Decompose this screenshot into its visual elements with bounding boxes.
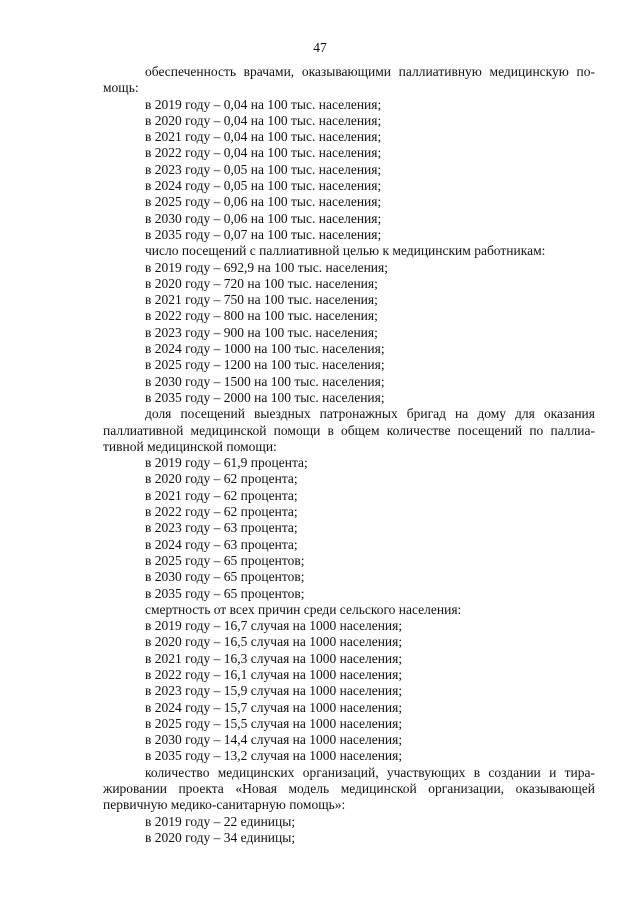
text-line: в 2024 году – 63 процента; xyxy=(145,536,298,552)
text-line: в 2024 году – 1000 на 100 тыс. населения; xyxy=(145,341,385,357)
text-line: в 2022 году – 62 процента; xyxy=(145,504,298,520)
text-line: в 2020 году – 720 на 100 тыс. населения; xyxy=(145,275,378,291)
text-line: в 2035 году – 65 процентов; xyxy=(145,585,305,601)
text-line: количество медицинских организаций, участвующих в создании и тира- xyxy=(145,764,595,780)
text-line: в 2021 году – 16,3 случая на 1000 населения; xyxy=(145,650,403,666)
text-line: в 2020 году – 0,04 на 100 тыс. населения; xyxy=(145,112,382,128)
text-line: доля посещений выездных патронажных бригад на дому для оказания xyxy=(145,406,595,422)
text-line: в 2019 году – 0,04 на 100 тыс. населения; xyxy=(145,96,382,112)
text-line: в 2024 году – 0,05 на 100 тыс. населения; xyxy=(145,178,382,194)
text-line: в 2020 году – 34 единицы; xyxy=(145,829,296,845)
text-line: мощь: xyxy=(103,80,139,96)
text-line: в 2021 году – 62 процента; xyxy=(145,487,298,503)
text-line: в 2025 году – 65 процентов; xyxy=(145,552,305,568)
text-line: паллиативной медицинской помощи в общем количестве посещений по паллиа- xyxy=(103,422,595,438)
text-line: в 2023 году – 63 процента; xyxy=(145,520,298,536)
text-line: тивной медицинской помощи: xyxy=(103,438,277,454)
text-line: в 2023 году – 15,9 случая на 1000 населения; xyxy=(145,683,403,699)
text-line: в 2022 году – 0,04 на 100 тыс. населения; xyxy=(145,145,382,161)
text-line: в 2023 году – 0,05 на 100 тыс. населения; xyxy=(145,161,382,177)
text-line: в 2019 году – 61,9 процента; xyxy=(145,455,308,471)
text-line: в 2025 году – 0,06 на 100 тыс. населения; xyxy=(145,194,382,210)
text-line: в 2035 году – 13,2 случая на 1000 населения; xyxy=(145,748,403,764)
text-line: в 2025 году – 1200 на 100 тыс. населения; xyxy=(145,357,385,373)
page-number: 47 xyxy=(313,40,327,55)
text-line: в 2024 году – 15,7 случая на 1000 населения; xyxy=(145,699,403,715)
text-line: число посещений с паллиативной целью к медицинским работникам: xyxy=(145,243,546,259)
text-line: в 2020 году – 16,5 случая на 1000 населения; xyxy=(145,634,403,650)
text-line: в 2022 году – 800 на 100 тыс. населения; xyxy=(145,308,378,324)
text-line: в 2035 году – 0,07 на 100 тыс. населения; xyxy=(145,226,382,242)
text-line: в 2019 году – 692,9 на 100 тыс. населения; xyxy=(145,259,388,275)
text-line: в 2020 году – 62 процента; xyxy=(145,471,298,487)
text-line: в 2030 году – 65 процентов; xyxy=(145,569,305,585)
text-line: в 2022 году – 16,1 случая на 1000 населения; xyxy=(145,666,403,682)
text-line: в 2021 году – 0,04 на 100 тыс. населения; xyxy=(145,129,382,145)
text-line: в 2030 году – 14,4 случая на 1000 населения; xyxy=(145,732,403,748)
text-line: в 2025 году – 15,5 случая на 1000 населения; xyxy=(145,715,403,731)
text-line: в 2019 году – 16,7 случая на 1000 населения; xyxy=(145,618,403,634)
text-line: смертность от всех причин среди сельского населения: xyxy=(145,601,462,617)
document-body xyxy=(103,64,595,846)
text-line: жировании проекта «Новая модель медицинской организации, оказывающей xyxy=(103,781,595,797)
text-line: в 2021 году – 750 на 100 тыс. населения; xyxy=(145,292,378,308)
text-line: в 2030 году – 0,06 на 100 тыс. населения; xyxy=(145,210,382,226)
text-line: в 2019 году – 22 единицы; xyxy=(145,813,296,829)
text-line: в 2035 году – 2000 на 100 тыс. населения; xyxy=(145,389,385,405)
text-line: в 2030 году – 1500 на 100 тыс. населения; xyxy=(145,373,385,389)
text-line: обеспеченность врачами, оказывающими паллиативную медицинскую по- xyxy=(145,64,595,79)
text-line: в 2023 году – 900 на 100 тыс. населения; xyxy=(145,324,378,340)
text-line: первичную медико-санитарную помощь»: xyxy=(103,797,346,813)
